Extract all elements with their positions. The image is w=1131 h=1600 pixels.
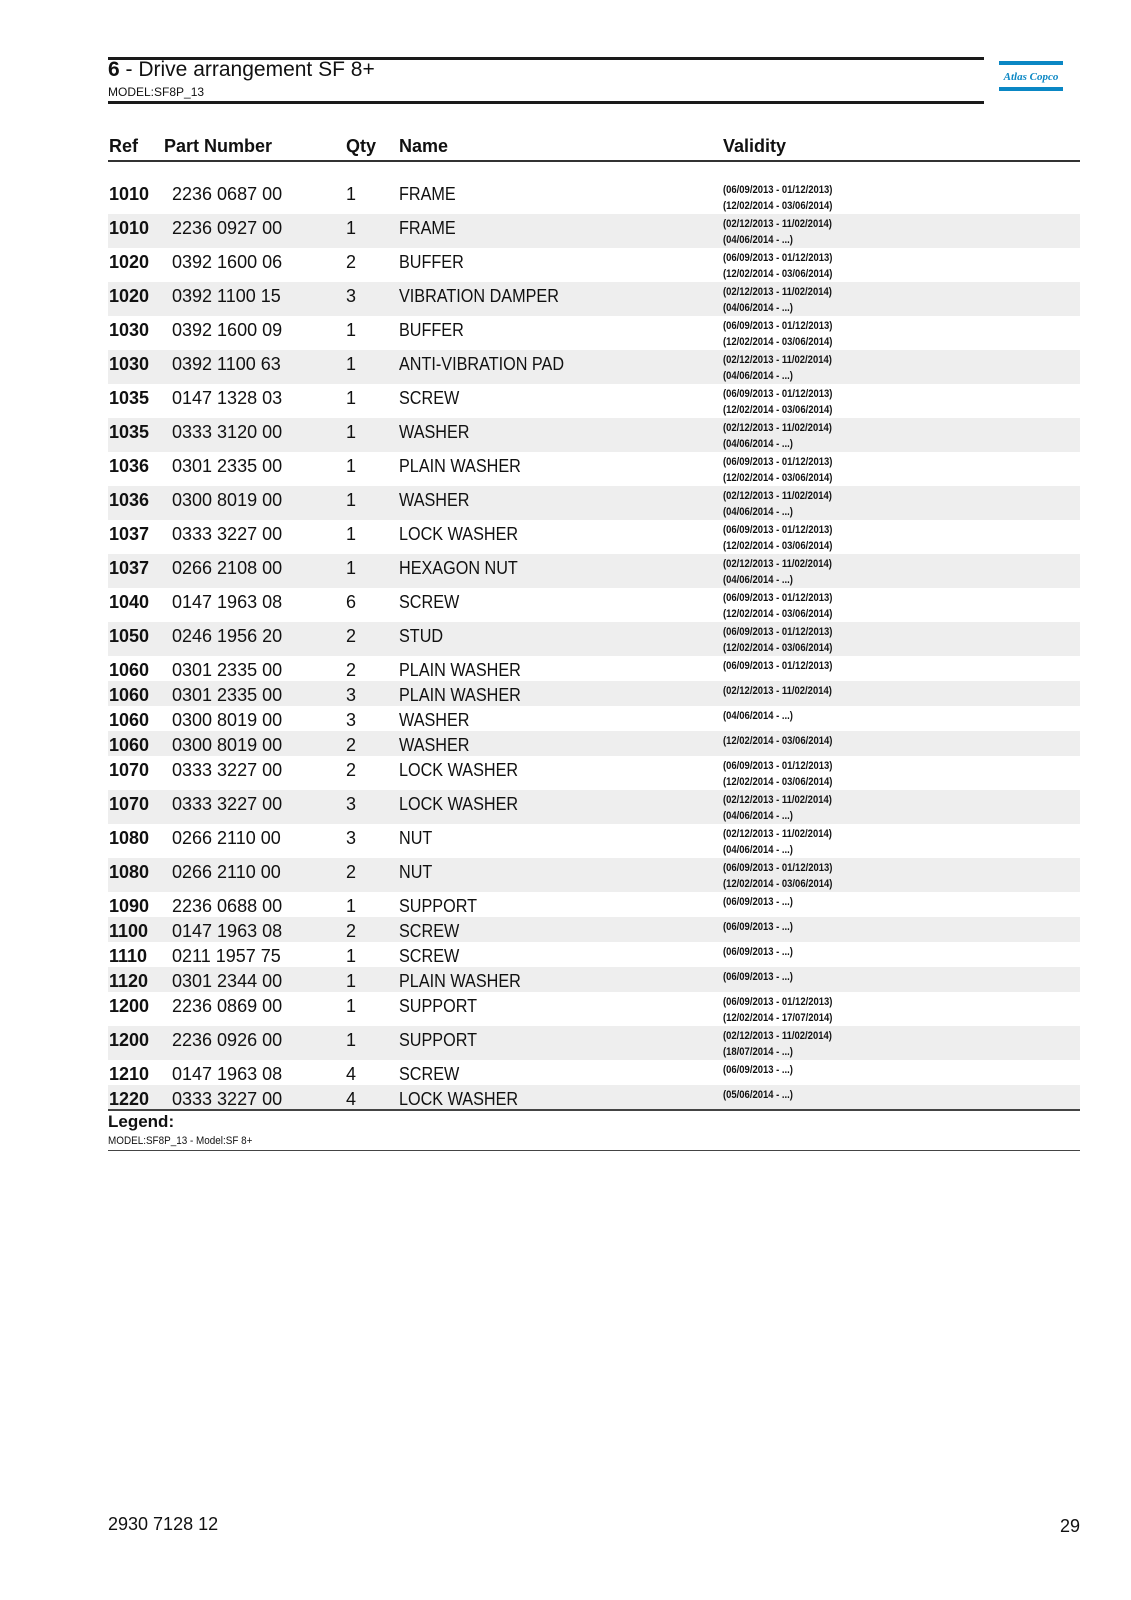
validity-line: (04/06/2014 - ...) xyxy=(723,234,793,246)
table-row xyxy=(108,892,1080,917)
qty-cell: 3 xyxy=(346,794,357,814)
column-header-ref: Ref xyxy=(109,136,139,156)
page-title xyxy=(108,57,375,83)
name-cell: WASHER xyxy=(399,490,470,510)
qty-cell: 1 xyxy=(346,456,357,476)
validity-cell xyxy=(723,944,793,960)
qty-cell: 6 xyxy=(346,592,357,612)
validity-line: (06/09/2013 - 01/12/2013) xyxy=(723,660,833,672)
name-cell: FRAME xyxy=(399,218,456,238)
qty-cell: 2 xyxy=(346,735,357,755)
validity-line: (02/12/2013 - 11/02/2014) xyxy=(723,558,832,570)
qty-cell: 2 xyxy=(346,760,357,780)
ref-cell: 1010 xyxy=(109,184,150,204)
validity-line: (06/09/2013 - ...) xyxy=(723,921,793,933)
qty-cell: 1 xyxy=(346,320,357,340)
part-number-cell: 0301 2344 00 xyxy=(172,971,283,991)
validity-cell xyxy=(723,994,832,1026)
qty-cell: 1 xyxy=(346,524,357,544)
ref-cell: 1020 xyxy=(109,286,150,306)
validity-line: (12/02/2014 - 17/07/2014) xyxy=(723,1012,833,1024)
validity-line: (04/06/2014 - ...) xyxy=(723,302,793,314)
name-cell: HEXAGON NUT xyxy=(399,558,518,578)
name-cell: SCREW xyxy=(399,592,460,612)
validity-cell xyxy=(723,488,832,520)
validity-line: (12/02/2014 - 03/06/2014) xyxy=(723,878,833,890)
name-cell: PLAIN WASHER xyxy=(399,971,521,991)
validity-line: (06/09/2013 - 01/12/2013) xyxy=(723,862,833,874)
ref-cell: 1060 xyxy=(109,660,150,680)
validity-line: (06/09/2013 - ...) xyxy=(723,1064,793,1076)
qty-cell: 1 xyxy=(346,422,357,442)
validity-line: (02/12/2013 - 11/02/2014) xyxy=(723,422,832,434)
qty-cell: 1 xyxy=(346,971,357,991)
validity-line: (06/09/2013 - 01/12/2013) xyxy=(723,996,833,1008)
section-title: - Drive arrangement SF 8+ xyxy=(125,58,375,81)
part-number-cell: 0333 3227 00 xyxy=(172,1089,283,1109)
ref-cell: 1220 xyxy=(109,1089,150,1109)
name-cell: LOCK WASHER xyxy=(399,524,519,544)
table-row xyxy=(108,282,1080,316)
legend-text: MODEL:SF8P_13 - Model:SF 8+ xyxy=(108,1135,253,1147)
ref-cell: 1100 xyxy=(109,921,149,941)
validity-cell xyxy=(723,860,832,892)
validity-line: (02/12/2013 - 11/02/2014) xyxy=(723,685,832,697)
legend-rule xyxy=(108,1109,1080,1111)
ref-cell: 1200 xyxy=(109,1030,150,1050)
part-number-cell: 0266 2110 00 xyxy=(172,828,281,848)
qty-cell: 1 xyxy=(346,1030,357,1050)
table-row xyxy=(108,858,1080,892)
name-cell: VIBRATION DAMPER xyxy=(399,286,559,306)
parts-table-body xyxy=(108,180,1080,1110)
validity-cell xyxy=(723,624,832,656)
name-cell: LOCK WASHER xyxy=(399,760,519,780)
validity-cell xyxy=(723,556,832,588)
validity-line: (04/06/2014 - ...) xyxy=(723,844,793,856)
name-cell: SUPPORT xyxy=(399,996,478,1016)
validity-line: (12/02/2014 - 03/06/2014) xyxy=(723,642,833,654)
ref-cell: 1040 xyxy=(109,592,150,612)
part-number-cell: 0333 3227 00 xyxy=(172,524,283,544)
part-number-cell: 0392 1100 15 xyxy=(172,286,281,306)
table-row xyxy=(108,316,1080,350)
name-cell: SCREW xyxy=(399,388,460,408)
name-cell: PLAIN WASHER xyxy=(399,660,521,680)
validity-cell xyxy=(723,352,832,384)
part-number-cell: 0301 2335 00 xyxy=(172,685,283,705)
part-number-cell: 0147 1963 08 xyxy=(172,921,283,941)
part-number-cell: 0147 1963 08 xyxy=(172,1064,283,1084)
name-cell: ANTI-VIBRATION PAD xyxy=(399,354,565,374)
qty-cell: 1 xyxy=(346,490,357,510)
part-number-cell: 0300 8019 00 xyxy=(172,735,283,755)
qty-cell: 1 xyxy=(346,388,357,408)
validity-line: (02/12/2013 - 11/02/2014) xyxy=(723,490,832,502)
section-number: 6 xyxy=(108,58,120,81)
validity-line: (05/06/2014 - ...) xyxy=(723,1089,793,1101)
column-header-part-number: Part Number xyxy=(164,136,273,156)
ref-cell: 1080 xyxy=(109,828,150,848)
part-number-cell: 0147 1328 03 xyxy=(172,388,283,408)
ref-cell: 1070 xyxy=(109,760,150,780)
part-number-cell: 0266 2108 00 xyxy=(172,558,283,578)
part-number-cell: 0300 8019 00 xyxy=(172,710,283,730)
header-bottom-rule xyxy=(108,101,984,104)
validity-line: (06/09/2013 - 01/12/2013) xyxy=(723,626,833,638)
table-row xyxy=(108,520,1080,554)
table-row xyxy=(108,588,1080,622)
validity-line: (02/12/2013 - 11/02/2014) xyxy=(723,828,832,840)
validity-cell xyxy=(723,969,793,985)
validity-cell xyxy=(723,658,832,674)
ref-cell: 1036 xyxy=(109,456,150,476)
validity-line: (06/09/2013 - 01/12/2013) xyxy=(723,592,833,604)
validity-line: (12/02/2014 - 03/06/2014) xyxy=(723,200,833,212)
validity-line: (18/07/2014 - ...) xyxy=(723,1046,793,1058)
validity-line: (02/12/2013 - 11/02/2014) xyxy=(723,286,832,298)
ref-cell: 1090 xyxy=(109,896,150,916)
column-header-qty: Qty xyxy=(346,136,377,156)
part-number-cell: 2236 0926 00 xyxy=(172,1030,283,1050)
validity-line: (12/02/2014 - 03/06/2014) xyxy=(723,776,833,788)
table-row xyxy=(108,790,1080,824)
table-row xyxy=(108,1026,1080,1060)
table-row xyxy=(108,452,1080,486)
validity-cell xyxy=(723,683,832,699)
name-cell: WASHER xyxy=(399,710,470,730)
legend-title: Legend: xyxy=(108,1112,175,1131)
logo-bar-bottom xyxy=(999,87,1063,91)
atlas-copco-logo xyxy=(999,61,1063,93)
legend-bottom-rule xyxy=(108,1150,1080,1151)
validity-line: (12/02/2014 - 03/06/2014) xyxy=(723,540,833,552)
validity-line: (02/12/2013 - 11/02/2014) xyxy=(723,1030,832,1042)
part-number-cell: 0300 8019 00 xyxy=(172,490,283,510)
qty-cell: 1 xyxy=(346,354,357,374)
validity-line: (12/02/2014 - 03/06/2014) xyxy=(723,404,833,416)
table-row xyxy=(108,486,1080,520)
validity-line: (04/06/2014 - ...) xyxy=(723,710,793,722)
part-number-cell: 0301 2335 00 xyxy=(172,456,283,476)
name-cell: SCREW xyxy=(399,946,460,966)
logo-bar-top xyxy=(999,61,1063,65)
validity-line: (12/02/2014 - 03/06/2014) xyxy=(723,735,833,747)
validity-cell xyxy=(723,454,832,486)
qty-cell: 1 xyxy=(346,896,357,916)
validity-line: (06/09/2013 - 01/12/2013) xyxy=(723,252,833,264)
validity-cell xyxy=(723,182,832,214)
validity-cell xyxy=(723,733,832,749)
qty-cell: 1 xyxy=(346,996,357,1016)
name-cell: BUFFER xyxy=(399,320,464,340)
table-row xyxy=(108,917,1080,942)
name-cell: SUPPORT xyxy=(399,896,478,916)
ref-cell: 1210 xyxy=(109,1064,150,1084)
table-row xyxy=(108,248,1080,282)
qty-cell: 1 xyxy=(346,946,357,966)
ref-cell: 1020 xyxy=(109,252,150,272)
validity-cell xyxy=(723,1062,793,1078)
validity-line: (04/06/2014 - ...) xyxy=(723,574,793,586)
part-number-cell: 0211 1957 75 xyxy=(172,946,281,966)
ref-cell: 1060 xyxy=(109,710,150,730)
validity-cell xyxy=(723,522,832,554)
validity-line: (06/09/2013 - ...) xyxy=(723,896,793,908)
name-cell: WASHER xyxy=(399,735,470,755)
validity-line: (04/06/2014 - ...) xyxy=(723,810,793,822)
validity-cell xyxy=(723,590,832,622)
qty-cell: 1 xyxy=(346,218,357,238)
table-row xyxy=(108,706,1080,731)
ref-cell: 1070 xyxy=(109,794,150,814)
ref-cell: 1036 xyxy=(109,490,150,510)
ref-cell: 1050 xyxy=(109,626,150,646)
table-row xyxy=(108,681,1080,706)
ref-cell: 1030 xyxy=(109,354,150,374)
table-row xyxy=(108,1085,1080,1110)
ref-cell: 1110 xyxy=(109,946,148,966)
name-cell: FRAME xyxy=(399,184,456,204)
table-row xyxy=(108,384,1080,418)
column-header-validity: Validity xyxy=(723,136,787,156)
validity-line: (04/06/2014 - ...) xyxy=(723,438,793,450)
validity-line: (06/09/2013 - 01/12/2013) xyxy=(723,184,833,196)
validity-line: (04/06/2014 - ...) xyxy=(723,370,793,382)
part-number-cell: 0333 3227 00 xyxy=(172,760,283,780)
document-number: 2930 7128 12 xyxy=(108,1514,219,1534)
table-header xyxy=(108,130,1080,162)
part-number-cell: 2236 0927 00 xyxy=(172,218,283,238)
validity-cell xyxy=(723,386,832,418)
name-cell: PLAIN WASHER xyxy=(399,685,521,705)
qty-cell: 4 xyxy=(346,1089,357,1109)
table-row xyxy=(108,554,1080,588)
table-row xyxy=(108,622,1080,656)
ref-cell: 1037 xyxy=(109,524,150,544)
validity-cell xyxy=(723,894,793,910)
validity-line: (02/12/2013 - 11/02/2014) xyxy=(723,794,832,806)
qty-cell: 2 xyxy=(346,660,357,680)
part-number-cell: 0246 1956 20 xyxy=(172,626,283,646)
name-cell: NUT xyxy=(399,862,433,882)
table-row xyxy=(108,1060,1080,1085)
validity-cell xyxy=(723,318,832,350)
table-row xyxy=(108,214,1080,248)
qty-cell: 4 xyxy=(346,1064,357,1084)
ref-cell: 1080 xyxy=(109,862,150,882)
name-cell: BUFFER xyxy=(399,252,464,272)
ref-cell: 1030 xyxy=(109,320,150,340)
ref-cell: 1200 xyxy=(109,996,150,1016)
name-cell: SUPPORT xyxy=(399,1030,478,1050)
qty-cell: 2 xyxy=(346,252,357,272)
validity-line: (12/02/2014 - 03/06/2014) xyxy=(723,336,833,348)
qty-cell: 2 xyxy=(346,862,357,882)
part-number-cell: 2236 0688 00 xyxy=(172,896,283,916)
name-cell: SCREW xyxy=(399,1064,460,1084)
table-row xyxy=(108,967,1080,992)
validity-line: (12/02/2014 - 03/06/2014) xyxy=(723,608,833,620)
qty-cell: 3 xyxy=(346,685,357,705)
validity-cell xyxy=(723,284,832,316)
validity-line: (06/09/2013 - ...) xyxy=(723,946,793,958)
part-number-cell: 0392 1600 09 xyxy=(172,320,283,340)
name-cell: WASHER xyxy=(399,422,470,442)
validity-line: (06/09/2013 - 01/12/2013) xyxy=(723,760,833,772)
validity-cell xyxy=(723,792,832,824)
validity-line: (12/02/2014 - 03/06/2014) xyxy=(723,472,833,484)
name-cell: LOCK WASHER xyxy=(399,1089,519,1109)
model-label: MODEL:SF8P_13 xyxy=(108,85,205,99)
part-number-cell: 2236 0687 00 xyxy=(172,184,283,204)
validity-line: (04/06/2014 - ...) xyxy=(723,506,793,518)
validity-cell xyxy=(723,708,793,724)
table-row xyxy=(108,731,1080,756)
qty-cell: 1 xyxy=(346,184,357,204)
validity-cell xyxy=(723,250,832,282)
logo-text: Atlas Copco xyxy=(1003,71,1059,83)
table-row xyxy=(108,656,1080,681)
ref-cell: 1060 xyxy=(109,685,150,705)
validity-cell xyxy=(723,758,832,790)
table-row xyxy=(108,756,1080,790)
table-row xyxy=(108,418,1080,452)
part-number-cell: 0147 1963 08 xyxy=(172,592,283,612)
validity-cell xyxy=(723,1028,832,1060)
part-number-cell: 0392 1600 06 xyxy=(172,252,283,272)
table-row xyxy=(108,942,1080,967)
table-row xyxy=(108,350,1080,384)
validity-line: (06/09/2013 - ...) xyxy=(723,971,793,983)
validity-line: (12/02/2014 - 03/06/2014) xyxy=(723,268,833,280)
table-row xyxy=(108,824,1080,858)
ref-cell: 1010 xyxy=(109,218,150,238)
part-number-cell: 0301 2335 00 xyxy=(172,660,283,680)
validity-line: (02/12/2013 - 11/02/2014) xyxy=(723,354,832,366)
column-header-name: Name xyxy=(399,136,449,156)
validity-line: (06/09/2013 - 01/12/2013) xyxy=(723,388,833,400)
name-cell: NUT xyxy=(399,828,433,848)
name-cell: STUD xyxy=(399,626,444,646)
validity-line: (06/09/2013 - 01/12/2013) xyxy=(723,456,833,468)
qty-cell: 1 xyxy=(346,558,357,578)
qty-cell: 2 xyxy=(346,626,357,646)
ref-cell: 1035 xyxy=(109,422,150,442)
validity-cell xyxy=(723,216,832,248)
validity-line: (06/09/2013 - 01/12/2013) xyxy=(723,524,833,536)
name-cell: LOCK WASHER xyxy=(399,794,519,814)
name-cell: PLAIN WASHER xyxy=(399,456,521,476)
part-number-cell: 0266 2110 00 xyxy=(172,862,281,882)
name-cell: SCREW xyxy=(399,921,460,941)
validity-cell xyxy=(723,1087,793,1103)
validity-cell xyxy=(723,826,832,858)
qty-cell: 3 xyxy=(346,286,357,306)
page-number: 29 xyxy=(1059,1516,1080,1536)
ref-cell: 1037 xyxy=(109,558,150,578)
qty-cell: 3 xyxy=(346,710,357,730)
part-number-cell: 0392 1100 63 xyxy=(172,354,281,374)
validity-line: (06/09/2013 - 01/12/2013) xyxy=(723,320,833,332)
part-number-cell: 0333 3227 00 xyxy=(172,794,283,814)
part-number-cell: 2236 0869 00 xyxy=(172,996,283,1016)
table-row xyxy=(108,180,1080,214)
qty-cell: 3 xyxy=(346,828,357,848)
qty-cell: 2 xyxy=(346,921,357,941)
validity-line: (02/12/2013 - 11/02/2014) xyxy=(723,218,832,230)
ref-cell: 1120 xyxy=(109,971,149,991)
ref-cell: 1035 xyxy=(109,388,150,408)
ref-cell: 1060 xyxy=(109,735,150,755)
validity-cell xyxy=(723,919,793,935)
validity-cell xyxy=(723,420,832,452)
part-number-cell: 0333 3120 00 xyxy=(172,422,283,442)
table-row xyxy=(108,992,1080,1026)
